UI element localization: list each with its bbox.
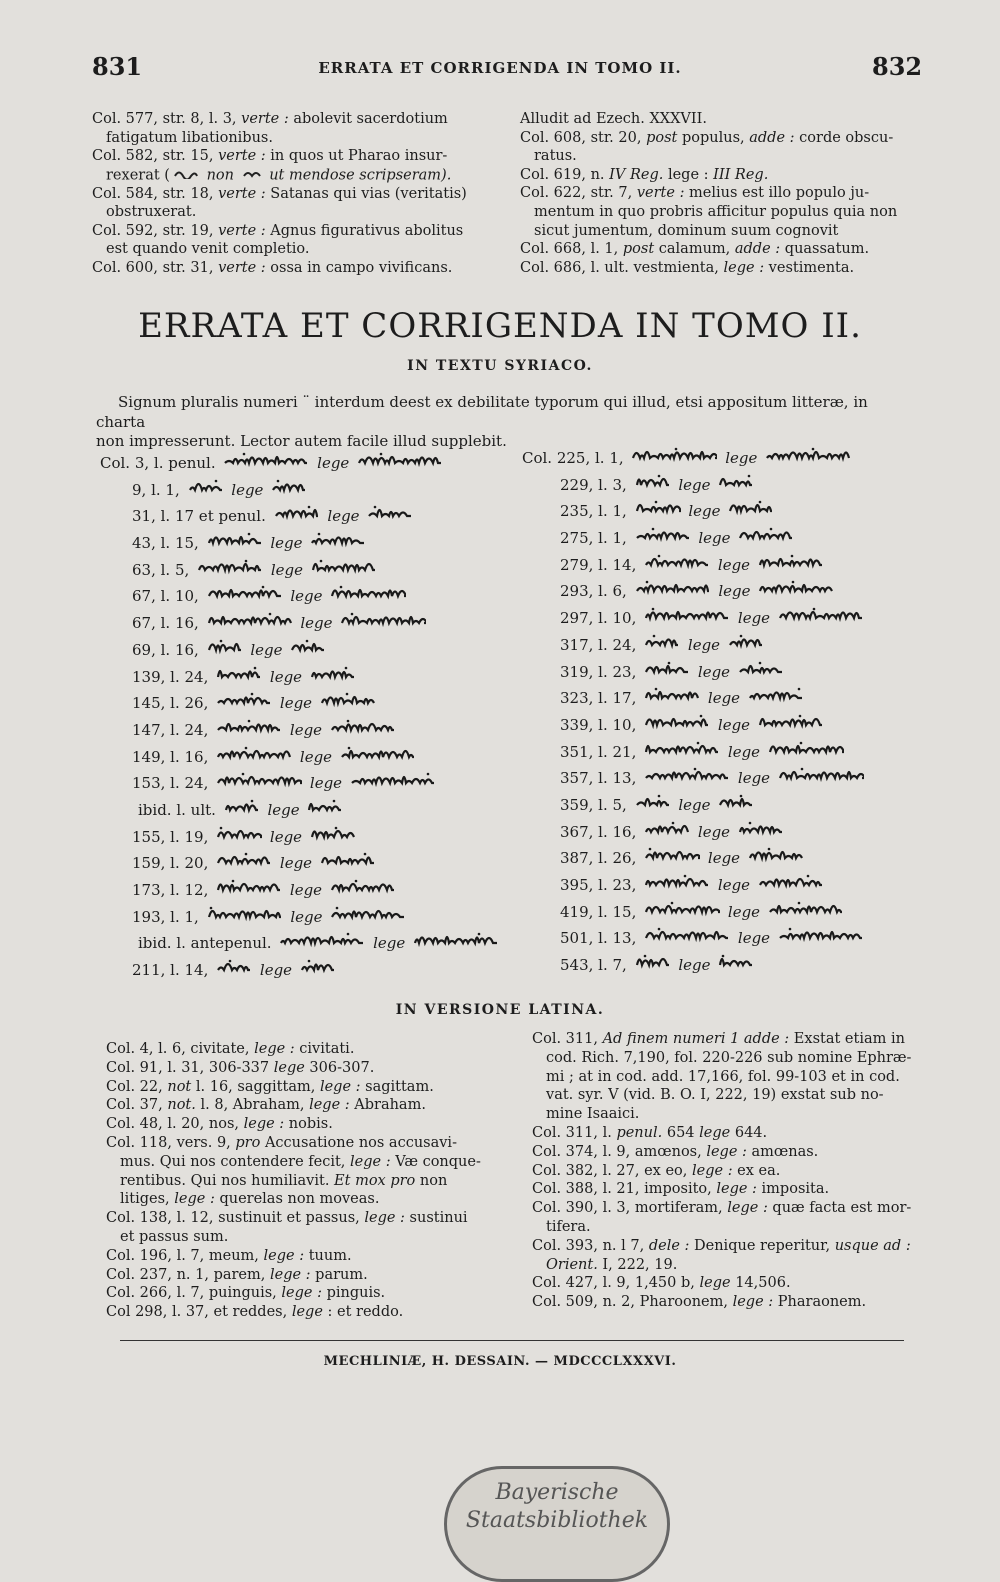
syriac-word-correct	[758, 553, 824, 579]
errata-ref: 359, l. 5,	[560, 795, 632, 814]
text-line: Col. 237, n. 1, parem, lege : parum.	[106, 1266, 368, 1283]
errata-ref: 67, l. 10,	[132, 587, 204, 606]
errata-row	[100, 717, 500, 744]
text-line: mus. Qui nos contendere fecit, lege : Væ conque-	[120, 1153, 481, 1170]
text-line: et passus sum.	[120, 1228, 229, 1245]
syriac-word-wrong	[207, 584, 283, 610]
syriac-word-wrong	[216, 851, 272, 877]
errata-ref: 387, l. 26,	[560, 849, 642, 868]
text-line: Col. 390, l. 3, mortiferam, lege : quæ facta est mor-	[532, 1200, 912, 1217]
syriac-word-correct	[350, 771, 436, 797]
lege-word: lege	[713, 876, 755, 894]
errata-ref: 317, l. 24,	[560, 635, 642, 654]
lege-word: lege	[693, 662, 735, 681]
lege-word: lege	[723, 742, 765, 761]
text-line: Col. 584, str. 18, verte : Satanas qui vias (veritatis)	[92, 185, 467, 202]
errata-ref: 275, l. 1,	[560, 529, 632, 548]
syriac-word-correct	[310, 531, 366, 557]
syriac-word-wrong	[224, 798, 260, 824]
syriac-word-correct	[330, 878, 396, 904]
syriac-word-wrong	[644, 553, 710, 579]
text-line: tifera.	[546, 1218, 591, 1235]
errata-row	[522, 498, 922, 525]
syriac-word-correct	[778, 926, 864, 952]
syriac-word-wrong	[216, 718, 282, 744]
text-line: Col. 577, str. 8, l. 3, verte : abolevit sacerdotium	[92, 111, 448, 127]
syriac-word-correct	[748, 846, 804, 872]
errata-row	[100, 664, 500, 691]
lege-word: lege	[703, 689, 745, 708]
syriac-word-correct	[748, 686, 804, 712]
note-line: Signum pluralis numeri ¨ interdum deest ex debilitate typorum qui illud, etsi appositum litteræ, in charta	[96, 393, 868, 431]
syriac-word-wrong	[207, 611, 293, 637]
errata-row	[100, 850, 500, 877]
errata-ref: Col. 225, l. 1,	[522, 449, 629, 467]
syriac-word-correct	[758, 713, 824, 739]
syriac-word-correct	[311, 558, 377, 584]
errata-row	[100, 797, 500, 824]
syriac-word-wrong	[216, 958, 252, 984]
syriac-word-wrong	[188, 478, 224, 504]
text-line: obstruxerat.	[106, 204, 197, 221]
intro-note	[96, 393, 916, 452]
errata-ref: 149, l. 16,	[132, 747, 214, 766]
lege-word: lege	[713, 555, 755, 574]
syriac-word-wrong	[644, 606, 730, 632]
errata-ref: ibid. l. antepenul.	[138, 934, 277, 953]
lege-word: lege	[693, 822, 735, 841]
errata-row	[522, 659, 922, 686]
text-line: Col. 608, str. 20, post populus, adde : corde obscu-	[520, 129, 894, 146]
syriac-word-wrong	[644, 766, 730, 792]
text-line: rexerat ( non ut mendose scripseram).	[106, 167, 452, 184]
lege-word: lege	[295, 747, 337, 766]
text-line: Col. 374, l. 9, amœnos, lege : amœnas.	[532, 1143, 819, 1160]
imprint: MECHLINIÆ, H. DESSAIN. — MDCCCLXXXVI.	[323, 1354, 677, 1369]
errata-ref: 279, l. 14,	[560, 555, 642, 574]
text-line: Col. 668, l. 1, post calamum, adde : quassatum.	[520, 241, 870, 258]
text-line: Col. 118, vers. 9, pro Accusatione nos accusavi-	[106, 1134, 457, 1151]
text-line: Col 298, l. 37, et reddes, lege : et reddo.	[106, 1304, 404, 1321]
errata-row	[100, 503, 500, 530]
lege-word: lege	[733, 929, 775, 948]
errata-row	[522, 899, 922, 926]
text-line: Col. 619, n. IV Reg. lege : III Reg.	[520, 166, 769, 183]
text-line: Col. 37, not. l. 8, Abraham, lege : Abraham.	[106, 1097, 426, 1114]
lege-word: lege	[322, 507, 365, 526]
running-head: ERRATA ET CORRIGENDA IN TOMO II.	[318, 59, 682, 77]
errata-row	[522, 552, 922, 579]
errata-row	[100, 450, 500, 477]
syriac-word-correct	[340, 745, 416, 771]
errata-ref: 63, l. 5,	[132, 560, 195, 579]
text-line: Col. 393, n. l 7, dele : Denique reperitur, usque ad :	[532, 1237, 911, 1254]
syriac-word-wrong	[644, 740, 720, 766]
errata-row	[522, 739, 922, 766]
syriac-word-wrong	[216, 825, 262, 851]
errata-ref: 297, l. 10,	[560, 609, 642, 628]
lege-word: lege	[295, 614, 338, 633]
syriac-word-wrong	[216, 691, 272, 717]
text-line: Col. 266, l. 7, puinguis, lege : pinguis.	[106, 1285, 386, 1302]
errata-row	[522, 445, 922, 472]
errata-ref: 543, l. 7,	[560, 956, 632, 975]
text-line: Col. 91, l. 31, 306-337 lege 306-307.	[106, 1059, 375, 1076]
text-line: Col. 196, l. 7, meum, lege : tuum.	[106, 1247, 352, 1264]
subtitle-latin: IN VERSIONE LATINA.	[395, 1002, 605, 1018]
errata-row	[522, 792, 922, 819]
errata-row	[100, 744, 500, 771]
errata-row	[100, 530, 500, 557]
errata-ref: 351, l. 21,	[560, 742, 642, 761]
syriac-word-wrong	[644, 820, 690, 846]
syriac-word-correct	[738, 820, 784, 846]
syriac-word-wrong	[635, 579, 711, 605]
lege-word: lege	[262, 800, 305, 819]
text-line: Col. 622, str. 7, verte : melius est illo populo ju-	[520, 185, 870, 202]
errata-ref: 235, l. 1,	[560, 502, 632, 521]
syriac-word-correct	[768, 740, 844, 766]
text-line: rentibus. Qui nos humiliavit. Et mox pro non	[120, 1172, 448, 1189]
note-line: non impresserunt. Lector autem facile illud supplebit.	[96, 432, 507, 450]
lege-word: lege	[673, 956, 716, 975]
syriac-word-wrong	[635, 953, 671, 979]
errata-row	[100, 770, 500, 797]
syriac-word-wrong	[197, 558, 263, 584]
errata-row	[522, 712, 922, 739]
lege-word: lege	[275, 854, 317, 873]
syriac-word-wrong	[207, 531, 263, 557]
errata-ref: 357, l. 13,	[560, 769, 642, 788]
lege-word: lege	[683, 635, 725, 654]
syriac-word-correct	[310, 665, 356, 691]
errata-ref: ibid. l. ult.	[138, 800, 221, 819]
syriac-word-correct	[778, 606, 864, 632]
errata-ref: 319, l. 23,	[560, 662, 642, 681]
errata-ref: 339, l. 10,	[560, 715, 642, 734]
lege-word: lege	[693, 529, 736, 548]
syriac-word-correct	[758, 873, 824, 899]
errata-row	[522, 632, 922, 659]
top-right-column	[520, 110, 920, 277]
text-line: sicut jumentum, dominum suum cognovit	[534, 222, 839, 239]
errata-row	[522, 685, 922, 712]
errata-row	[100, 610, 500, 637]
lege-word: lege	[285, 587, 328, 606]
text-line: mentum in quo probris afficitur populus quia non	[534, 203, 898, 220]
syriac-word-correct	[718, 793, 754, 819]
errata-row	[522, 952, 922, 979]
lege-word: lege	[285, 907, 328, 926]
syriac-word-wrong	[207, 638, 243, 664]
errata-row	[522, 525, 922, 552]
text-line: est quando venit completio.	[106, 241, 310, 258]
lege-word: lege	[245, 640, 288, 659]
text-line: Col. 22, not l. 16, saggittam, lege : sagittam.	[106, 1078, 434, 1095]
lege-word: lege	[275, 694, 317, 713]
syriac-word-wrong	[216, 745, 292, 771]
syriac-word-wrong	[644, 713, 710, 739]
errata-ref: 419, l. 15,	[560, 902, 642, 921]
lege-word: lege	[285, 720, 327, 739]
errata-ref: 155, l. 19,	[132, 827, 214, 846]
syriac-word-correct	[778, 766, 864, 792]
text-line: Col. 509, n. 2, Pharoonem, lege : Pharaonem.	[532, 1294, 867, 1311]
text-line: Col. 48, l. 20, nos, lege : nobis.	[106, 1116, 333, 1133]
errata-row	[100, 877, 500, 904]
errata-row	[100, 477, 500, 504]
errata-ref: 153, l. 24,	[132, 774, 214, 793]
lege-word: lege	[673, 475, 716, 494]
errata-row	[522, 925, 922, 952]
lege-word: lege	[368, 934, 411, 953]
lege-word: lege	[723, 902, 765, 921]
lege-word: lege	[683, 502, 726, 521]
errata-row	[522, 578, 922, 605]
errata-ref: 501, l. 13,	[560, 929, 642, 948]
syriac-word-correct	[718, 473, 754, 499]
errata-ref: 145, l. 26,	[132, 694, 214, 713]
syriac-word-wrong	[644, 633, 680, 659]
errata-row	[100, 957, 500, 984]
lege-word: lege	[266, 560, 308, 579]
text-line: Col. 311, l. penul. 654 lege 644.	[532, 1124, 768, 1141]
syriac-word-correct	[330, 905, 406, 931]
errata-ref: 9, l. 1,	[132, 480, 185, 499]
syriac-word-correct	[718, 953, 754, 979]
syriac-errata-left	[100, 450, 500, 984]
text-line: mine Isaaici.	[546, 1106, 640, 1123]
library-stamp	[444, 1466, 670, 1582]
errata-ref: 67, l. 16,	[132, 614, 204, 633]
errata-row	[100, 930, 500, 957]
syriac-word-wrong	[644, 926, 730, 952]
syriac-word-correct	[340, 611, 426, 637]
latin-errata-right	[532, 1030, 927, 1312]
syriac-word-correct	[271, 478, 307, 504]
syriac-word-wrong	[631, 446, 717, 472]
syriac-word-wrong	[644, 686, 700, 712]
text-line: Orient. I, 222, 19.	[546, 1256, 678, 1273]
lege-word: lege	[733, 609, 775, 628]
syriac-word-correct	[367, 504, 413, 530]
text-line: mi ; at in cod. add. 17,166, fol. 99-103 et in cod.	[546, 1068, 900, 1085]
errata-ref: 395, l. 23,	[560, 876, 642, 894]
syriac-word-wrong	[207, 905, 283, 931]
errata-ref: 193, l. 1,	[132, 907, 204, 926]
syriac-word-wrong	[223, 451, 309, 477]
syriac-word-correct	[307, 798, 343, 824]
syriac-word-correct	[310, 825, 356, 851]
syriac-word-correct	[728, 633, 764, 659]
subtitle-syriac: IN TEXTU SYRIACO.	[407, 358, 593, 374]
lege-word: lege	[305, 774, 347, 793]
errata-row	[100, 583, 500, 610]
syriac-word-wrong	[216, 665, 262, 691]
text-line: ratus.	[534, 148, 577, 165]
errata-row	[522, 872, 922, 899]
syriac-word-correct	[357, 451, 443, 477]
syriac-word-correct	[738, 660, 784, 686]
text-line: Col. 592, str. 19, verte : Agnus figurativus abolitus	[92, 222, 464, 239]
syriac-word-wrong	[635, 526, 691, 552]
syriac-word-correct	[738, 526, 794, 552]
page-number-left: 831	[92, 52, 143, 81]
errata-ref: 69, l. 16,	[132, 640, 204, 659]
text-line: Col. 686, l. ult. vestmienta, lege : vestimenta.	[520, 259, 855, 276]
text-line: Col. 388, l. 21, imposito, lege : imposita.	[532, 1181, 830, 1198]
lege-word: lege	[255, 961, 297, 980]
errata-ref: 43, l. 15,	[132, 534, 204, 553]
text-line: litiges, lege : querelas non moveas.	[120, 1191, 380, 1208]
lege-word: lege	[703, 849, 745, 868]
lege-word: lege	[265, 827, 307, 846]
text-line: Col. 382, l. 27, ex eo, lege : ex ea.	[532, 1162, 781, 1179]
errata-row	[522, 605, 922, 632]
main-title: ERRATA ET CORRIGENDA IN TOMO II.	[138, 306, 862, 346]
syriac-word-wrong	[635, 793, 671, 819]
syriac-word-wrong	[644, 660, 690, 686]
syriac-word-wrong	[644, 873, 710, 899]
stamp-line: Bayerische	[495, 1480, 619, 1505]
errata-row	[100, 824, 500, 851]
syriac-word-correct	[300, 958, 336, 984]
stamp-line: Staatsbibliothek	[465, 1508, 649, 1533]
lege-word: lege	[312, 454, 355, 472]
errata-ref: 173, l. 12,	[132, 881, 214, 899]
errata-ref: 229, l. 3,	[560, 475, 632, 494]
errata-ref: 323, l. 17,	[560, 689, 642, 708]
text-line: Col. 582, str. 15, verte : in quos ut Pharao insur-	[92, 148, 448, 165]
lege-word: lege	[226, 480, 269, 499]
text-line: Alludit ad Ezech. XXXVII.	[520, 111, 707, 127]
text-line: Col. 600, str. 31, verte : ossa in campo vivificans.	[92, 260, 453, 277]
errata-ref: 293, l. 6,	[560, 582, 632, 601]
syriac-word-wrong	[216, 771, 302, 797]
text-line: cod. Rich. 7,190, fol. 220-226 sub nomine Ephræ-	[546, 1049, 912, 1066]
errata-ref: 367, l. 16,	[560, 822, 642, 841]
syriac-word-wrong	[274, 504, 320, 530]
syriac-word-correct	[728, 499, 774, 525]
errata-ref: 139, l. 24,	[132, 667, 214, 686]
syriac-word-correct	[765, 446, 851, 472]
errata-row	[522, 819, 922, 846]
lege-word: lege	[733, 769, 775, 788]
syriac-word-correct	[330, 584, 406, 610]
syriac-word-wrong	[279, 931, 365, 957]
errata-row	[522, 472, 922, 499]
footer-rule	[120, 1340, 904, 1341]
syriac-word-wrong	[216, 878, 282, 904]
text-line: Col. 427, l. 9, 1,450 b, lege 14,506.	[532, 1275, 791, 1292]
lege-word: lege	[720, 449, 763, 467]
errata-row	[100, 904, 500, 931]
syriac-word-correct	[758, 579, 834, 605]
syriac-word-wrong	[644, 846, 700, 872]
errata-ref: 147, l. 24,	[132, 720, 214, 739]
page-number-right: 832	[872, 52, 923, 81]
lege-word: lege	[285, 881, 327, 899]
syriac-word-wrong	[635, 473, 671, 499]
errata-row	[100, 637, 500, 664]
text-line: fatigatum libationibus.	[106, 129, 273, 146]
text-line: Col. 138, l. 12, sustinuit et passus, lege : sustinui	[106, 1210, 468, 1227]
syriac-errata-right	[522, 445, 922, 979]
syriac-word-correct	[320, 851, 376, 877]
errata-row	[100, 557, 500, 584]
errata-ref: 211, l. 14,	[132, 961, 214, 980]
errata-row	[100, 690, 500, 717]
syriac-word-correct	[413, 931, 499, 957]
text-line: Col. 311, Ad finem numeri 1 adde : Exstat etiam in	[532, 1031, 905, 1047]
latin-errata-left	[106, 1040, 516, 1322]
syriac-word-wrong	[644, 900, 720, 926]
errata-ref: Col. 3, l. penul.	[100, 454, 221, 472]
lege-word: lege	[265, 667, 307, 686]
syriac-word-correct	[320, 691, 376, 717]
syriac-word-correct	[290, 638, 326, 664]
lege-word: lege	[673, 795, 716, 814]
lege-word: lege	[713, 582, 756, 601]
text-line: vat. syr. V (vid. B. O. I, 222, 19) exstat sub no-	[546, 1087, 884, 1104]
errata-ref: 159, l. 20,	[132, 854, 214, 873]
errata-ref: 31, l. 17 et penul.	[132, 507, 271, 526]
text-line: Col. 4, l. 6, civitate, lege : civitati.	[106, 1041, 355, 1057]
syriac-word-correct	[330, 718, 396, 744]
top-left-column	[92, 110, 502, 278]
syriac-word-correct	[768, 900, 844, 926]
syriac-word-wrong	[635, 499, 681, 525]
lege-word: lege	[713, 715, 755, 734]
errata-row	[522, 845, 922, 872]
lege-word: lege	[265, 534, 308, 553]
errata-row	[522, 765, 922, 792]
